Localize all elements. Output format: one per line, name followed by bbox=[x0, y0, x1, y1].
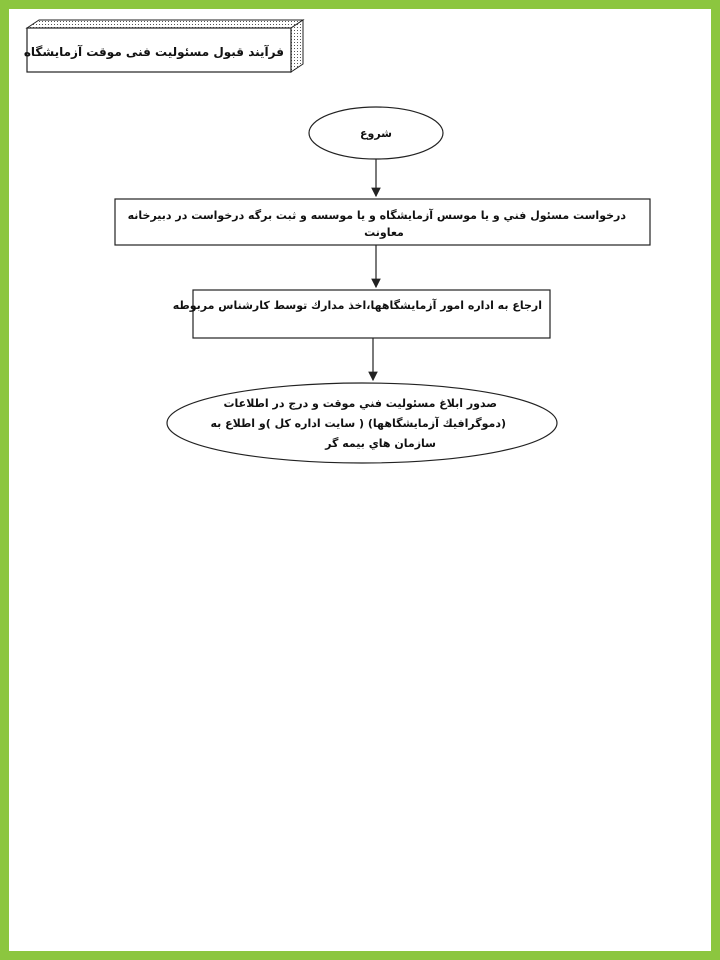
node-issue bbox=[167, 383, 557, 463]
issue-label-line2: (دموگرافيك آزمايشگاهها) ( سايت اداره كل )و اطلاع به bbox=[210, 417, 506, 430]
start-label: شروع bbox=[359, 127, 393, 140]
referral-label: ارجاع به اداره امور آزمايشگاهها،اخذ مدارك توسط كارشناس مربوطه bbox=[172, 299, 542, 312]
node-request bbox=[115, 199, 650, 245]
request-label-line2: معاونت bbox=[364, 226, 404, 239]
issue-label-line3: سازمان هاي بيمه گر bbox=[325, 437, 436, 450]
node-referral bbox=[173, 290, 550, 338]
node-start bbox=[309, 107, 443, 159]
issue-label-line1: صدور ابلاغ مسئوليت فني موقت و درج در اطلاعات bbox=[223, 397, 497, 410]
diagram-title: فرآیند قبول مسئولیت فنی موقت آزمایشگاه bbox=[23, 45, 284, 59]
request-label-line1: درخواست مسئول فني و يا موسس آزمايشگاه و يا موسسه و ثبت برگه درخواست در دبيرخانه bbox=[127, 209, 626, 222]
title-box-side bbox=[291, 20, 303, 72]
title-box bbox=[24, 20, 303, 72]
title-box-top bbox=[27, 20, 303, 28]
referral-box bbox=[193, 290, 550, 338]
